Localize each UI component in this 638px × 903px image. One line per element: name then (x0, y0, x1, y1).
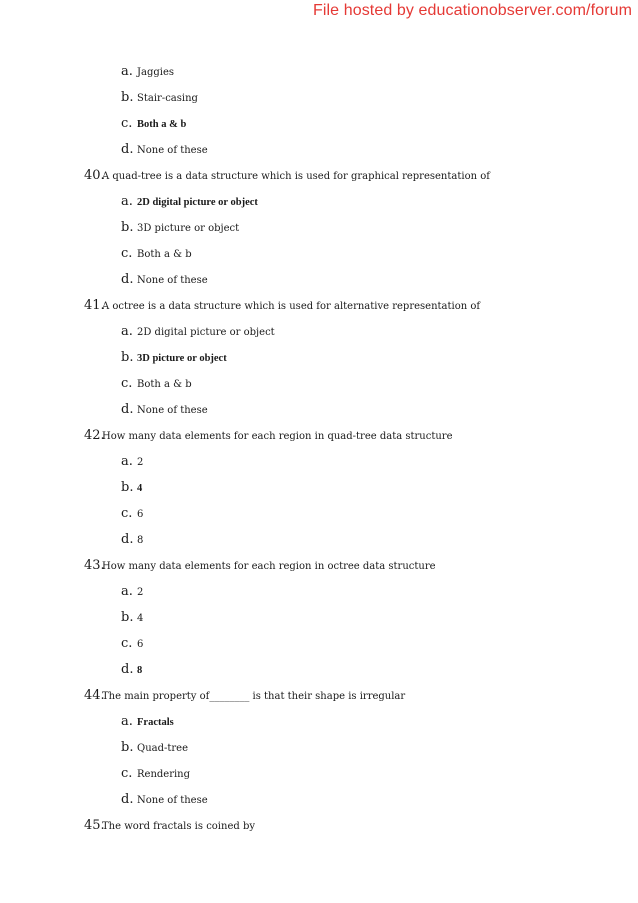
option-text: 2D digital picture or object (137, 327, 275, 338)
option-text: Both a & b (137, 249, 192, 260)
option-letter: a. (121, 714, 133, 729)
question-row (0, 292, 638, 318)
option-row (0, 396, 638, 422)
option-text: Both a & b (137, 379, 192, 390)
option-row-answer (0, 474, 638, 500)
option-row (0, 448, 638, 474)
option-row (0, 786, 638, 812)
option-text: 8 (137, 535, 144, 546)
option-row (0, 734, 638, 760)
option-text: Stair-casing (137, 93, 198, 104)
question-row (0, 552, 638, 578)
option-text: 4 (137, 613, 144, 624)
option-text: 6 (137, 639, 144, 650)
option-letter: d. (121, 662, 134, 677)
option-row (0, 578, 638, 604)
option-text: 3D picture or object (137, 223, 240, 234)
option-letter: a. (121, 324, 133, 339)
option-letter: b. (121, 350, 134, 365)
option-letter: a. (121, 194, 133, 209)
option-letter: c. (121, 116, 133, 131)
option-row (0, 604, 638, 630)
option-text: 4 (137, 483, 143, 494)
question-row (0, 682, 638, 708)
option-letter: c. (121, 766, 133, 781)
question-number: 40. (84, 168, 105, 183)
option-text: None of these (137, 145, 208, 156)
option-letter: b. (121, 90, 134, 105)
option-letter: c. (121, 376, 133, 391)
option-row-answer (0, 188, 638, 214)
option-text: Fractals (137, 717, 174, 728)
question-text: How many data elements for each region in quad-tree data structure (102, 431, 453, 442)
question-number: 45. (84, 818, 105, 833)
question-text: A octree is a data structure which is used for alternative representation of (102, 301, 481, 312)
option-text: Quad-tree (137, 743, 189, 754)
option-row (0, 500, 638, 526)
option-text: None of these (137, 795, 208, 806)
option-row (0, 240, 638, 266)
question-text: A quad-tree is a data structure which is used for graphical representation of (102, 171, 490, 182)
option-letter: b. (121, 740, 134, 755)
option-text: 3D picture or object (137, 353, 227, 364)
option-row (0, 630, 638, 656)
option-letter: d. (121, 142, 134, 157)
option-row (0, 760, 638, 786)
option-row (0, 58, 638, 84)
option-letter: b. (121, 220, 134, 235)
option-row-answer (0, 344, 638, 370)
option-text: None of these (137, 405, 208, 416)
option-row-answer (0, 110, 638, 136)
question-row (0, 162, 638, 188)
option-letter: b. (121, 610, 134, 625)
option-text: 2 (137, 457, 144, 468)
option-letter: d. (121, 272, 134, 287)
question-text: How many data elements for each region in octree data structure (102, 561, 436, 572)
question-row (0, 812, 638, 838)
option-letter: d. (121, 792, 134, 807)
option-text: Both a & b (137, 119, 187, 130)
option-letter: a. (121, 454, 133, 469)
option-text: Jaggies (137, 67, 175, 78)
option-text: 2 (137, 587, 144, 598)
option-text: None of these (137, 275, 208, 286)
question-text: The word fractals is coined by (102, 821, 255, 832)
question-number: 41. (84, 298, 105, 313)
option-row (0, 266, 638, 292)
option-row (0, 136, 638, 162)
question-list (0, 58, 638, 838)
option-row (0, 214, 638, 240)
option-row (0, 318, 638, 344)
question-number: 43. (84, 558, 105, 573)
watermark-text: File hosted by educationobserver.com/forum (312, 2, 632, 19)
option-letter: b. (121, 480, 134, 495)
question-row (0, 422, 638, 448)
option-row (0, 526, 638, 552)
option-row (0, 370, 638, 396)
option-text: 2D digital picture or object (137, 197, 258, 208)
option-letter: a. (121, 64, 133, 79)
question-text: The main property of________ is that their shape is irregular (102, 691, 406, 702)
option-letter: d. (121, 532, 134, 547)
option-row (0, 84, 638, 110)
option-letter: a. (121, 584, 133, 599)
option-letter: c. (121, 636, 133, 651)
option-text: 6 (137, 509, 144, 520)
option-text: Rendering (137, 769, 191, 780)
question-number: 44. (84, 688, 105, 703)
option-letter: c. (121, 246, 133, 261)
option-row-answer (0, 656, 638, 682)
option-letter: d. (121, 402, 134, 417)
question-number: 42. (84, 428, 105, 443)
option-row-answer (0, 708, 638, 734)
option-letter: c. (121, 506, 133, 521)
option-text: 8 (137, 665, 143, 676)
